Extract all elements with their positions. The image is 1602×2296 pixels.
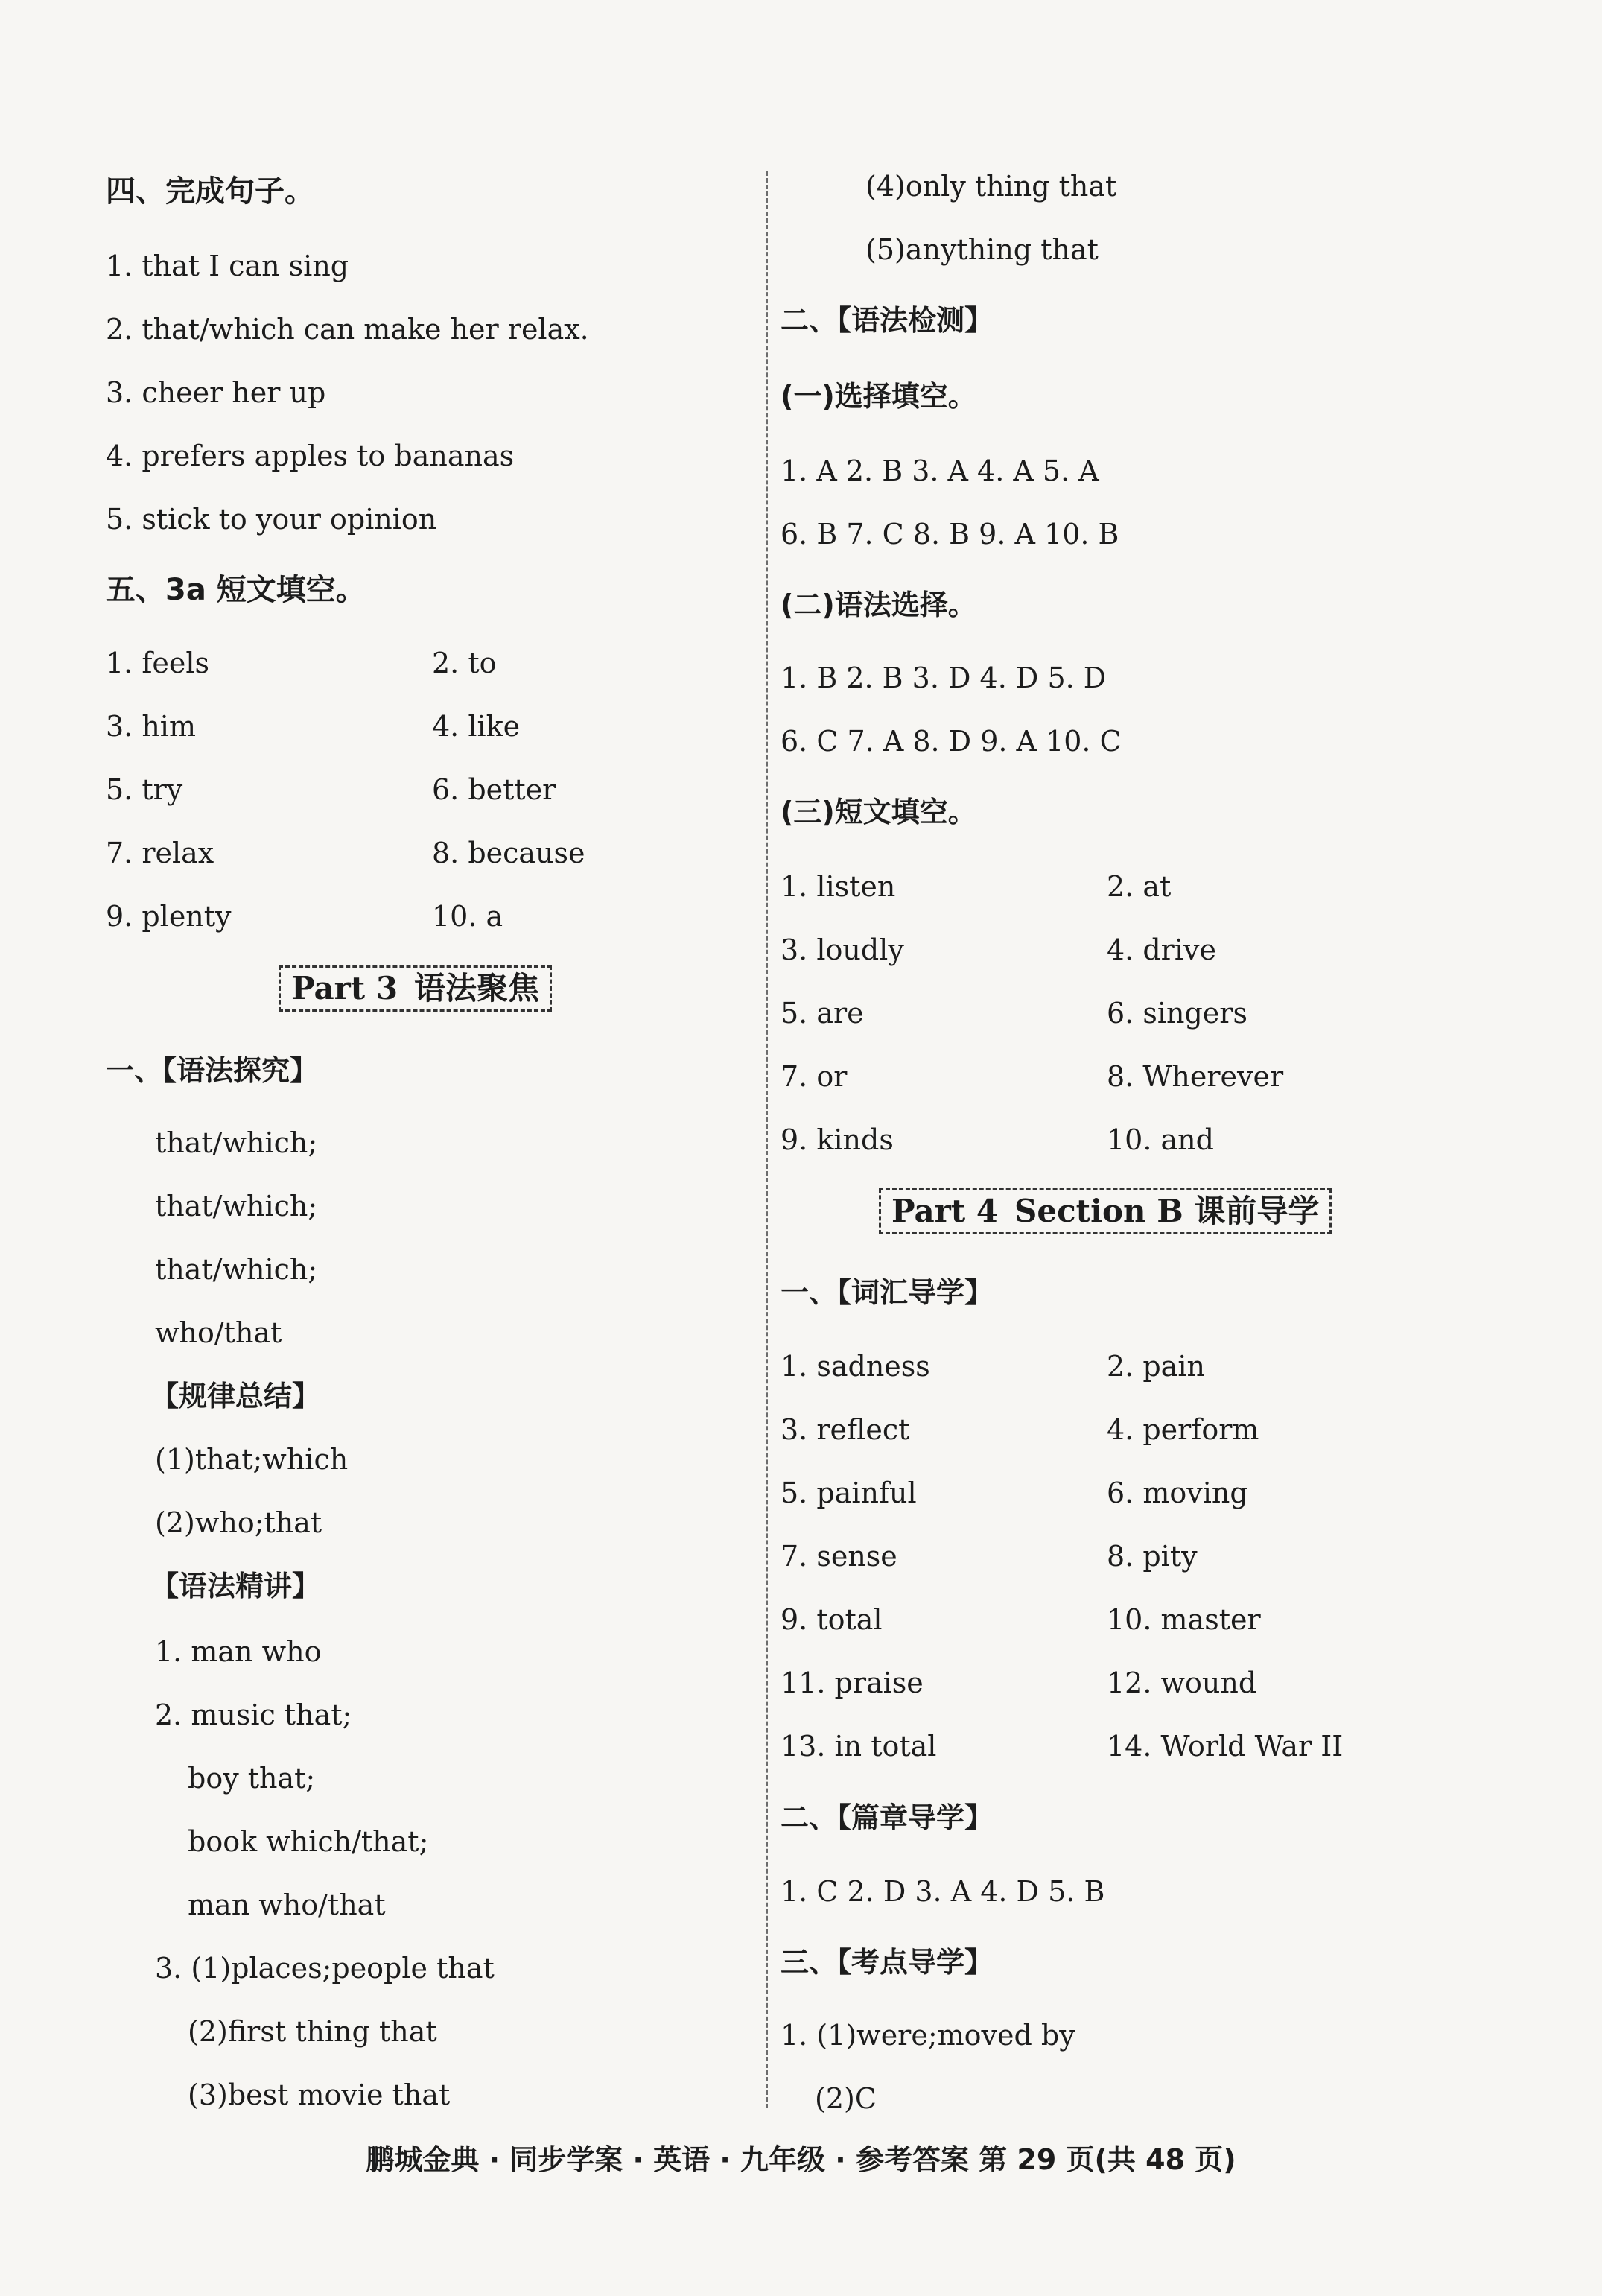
detail-answer: (2)first thing that <box>188 2015 437 2048</box>
blank-answer: 4. like <box>432 710 521 743</box>
blank-answer: 1. feels <box>106 647 210 679</box>
vocab-answer: 2. pain <box>1107 1350 1205 1383</box>
blank-answer: 8. Wherever <box>1107 1060 1284 1093</box>
blank-answer: 5. are <box>781 997 864 1030</box>
part-4-title: Section B 课前导学 <box>1014 1193 1320 1229</box>
passage-answers: 1. C 2. D 3. A 4. D 5. B <box>781 1875 1105 1908</box>
vocab-answer: 4. perform <box>1107 1413 1259 1446</box>
vocab-answer: 1. sadness <box>781 1350 930 1383</box>
blank-answer: 4. drive <box>1107 933 1216 966</box>
sentence-answer: 5. stick to your opinion <box>106 503 437 536</box>
vocab-answer: 5. painful <box>781 1477 917 1509</box>
detail-answer: 3. (1)places;people that <box>155 1952 495 1985</box>
blank-answer: 3. him <box>106 710 196 743</box>
part-4-banner <box>879 1188 1332 1234</box>
detail-answer: 2. music that; <box>155 1699 352 1731</box>
choice-answers: 1. A 2. B 3. A 4. A 5. A <box>781 454 1099 487</box>
detail-answer: boy that; <box>188 1762 316 1795</box>
grammar-answer: that/which; <box>155 1126 318 1159</box>
blank-answer: 1. listen <box>781 870 896 903</box>
vocab-answer: 9. total <box>781 1603 883 1636</box>
exam-point-title: 三、【考点导学】 <box>781 1946 994 1979</box>
section-5-title: 五、3a 短文填空。 <box>106 573 366 607</box>
blank-answer: 8. because <box>432 837 585 869</box>
exam-point-answer: (2)C <box>815 2082 877 2115</box>
rule-summary-title: 【规律总结】 <box>150 1380 321 1412</box>
blank-answer: 9. plenty <box>106 900 232 933</box>
grammar-test-title: 二、【语法检测】 <box>781 304 994 337</box>
blank-answer: 6. singers <box>1107 997 1247 1030</box>
sentence-answer: 2. that/which can make her relax. <box>106 313 589 346</box>
sentence-answer: 1. that I can sing <box>106 250 349 282</box>
blank-answer: 7. relax <box>106 837 214 869</box>
grammar-choice-title: (二)语法选择。 <box>781 589 976 621</box>
detail-answer: (4)only thing that <box>865 170 1117 203</box>
sentence-answer: 3. cheer her up <box>106 376 326 409</box>
section-4-title: 四、完成句子。 <box>106 174 314 209</box>
detail-answer: 1. man who <box>155 1635 322 1668</box>
choice-answers: 6. B 7. C 8. B 9. A 10. B <box>781 518 1119 551</box>
blank-answer: 10. and <box>1107 1123 1214 1156</box>
blank-answer: 5. try <box>106 773 183 806</box>
vocab-answer: 14. World War II <box>1107 1730 1344 1763</box>
blank-answer: 2. at <box>1107 870 1172 903</box>
vocab-answer: 10. master <box>1107 1603 1261 1636</box>
blank-answer: 7. or <box>781 1060 848 1093</box>
vocab-answer: 12. wound <box>1107 1666 1257 1699</box>
grammar-answer: that/which; <box>155 1190 318 1222</box>
grammar-detail-title: 【语法精讲】 <box>150 1570 321 1602</box>
part-3-title: 语法聚焦 <box>414 970 540 1006</box>
blank-answer: 6. better <box>432 773 556 806</box>
grammar-answer: who/that <box>155 1316 282 1349</box>
vocab-guide-title: 一、【词汇导学】 <box>781 1276 994 1309</box>
vocab-answer: 8. pity <box>1107 1540 1198 1573</box>
vocab-answer: 7. sense <box>781 1540 897 1573</box>
vocab-answer: 11. praise <box>781 1666 924 1699</box>
vocab-answer: 6. moving <box>1107 1477 1248 1509</box>
blank-answer: 3. loudly <box>781 933 904 966</box>
exam-point-answer: 1. (1)were;moved by <box>781 2019 1075 2052</box>
grammar-explore-title: 一、【语法探究】 <box>106 1054 319 1087</box>
blank-answer: 10. a <box>432 900 503 933</box>
column-divider <box>766 171 768 2108</box>
grammar-choice-answers: 1. B 2. B 3. D 4. D 5. D <box>781 662 1107 694</box>
rule-answer: (2)who;that <box>155 1506 322 1539</box>
part-3-banner <box>279 965 552 1012</box>
detail-answer: (5)anything that <box>865 233 1099 266</box>
rule-answer: (1)that;which <box>155 1443 349 1476</box>
detail-answer: man who/that <box>188 1889 386 1921</box>
grammar-choice-answers: 6. C 7. A 8. D 9. A 10. C <box>781 725 1122 758</box>
vocab-answer: 13. in total <box>781 1730 937 1763</box>
vocab-answer: 3. reflect <box>781 1413 910 1446</box>
detail-answer: book which/that; <box>188 1825 429 1858</box>
passage-guide-title: 二、【篇章导学】 <box>781 1801 994 1834</box>
page-footer: 鹏城金典 · 同步学案 · 英语 · 九年级 · 参考答案 第 29 页(共 48 页) <box>366 2143 1236 2176</box>
sentence-answer: 4. prefers apples to bananas <box>106 440 515 472</box>
blank-answer: 9. kinds <box>781 1123 894 1156</box>
detail-answer: (3)best movie that <box>188 2078 451 2111</box>
grammar-answer: that/which; <box>155 1253 318 1286</box>
part-4-label: Part 4 <box>891 1193 999 1229</box>
blank-answer: 2. to <box>432 647 497 679</box>
passage-fill-title: (三)短文填空。 <box>781 796 976 828</box>
part-3-label: Part 3 <box>291 970 398 1006</box>
choice-title: (一)选择填空。 <box>781 380 976 413</box>
